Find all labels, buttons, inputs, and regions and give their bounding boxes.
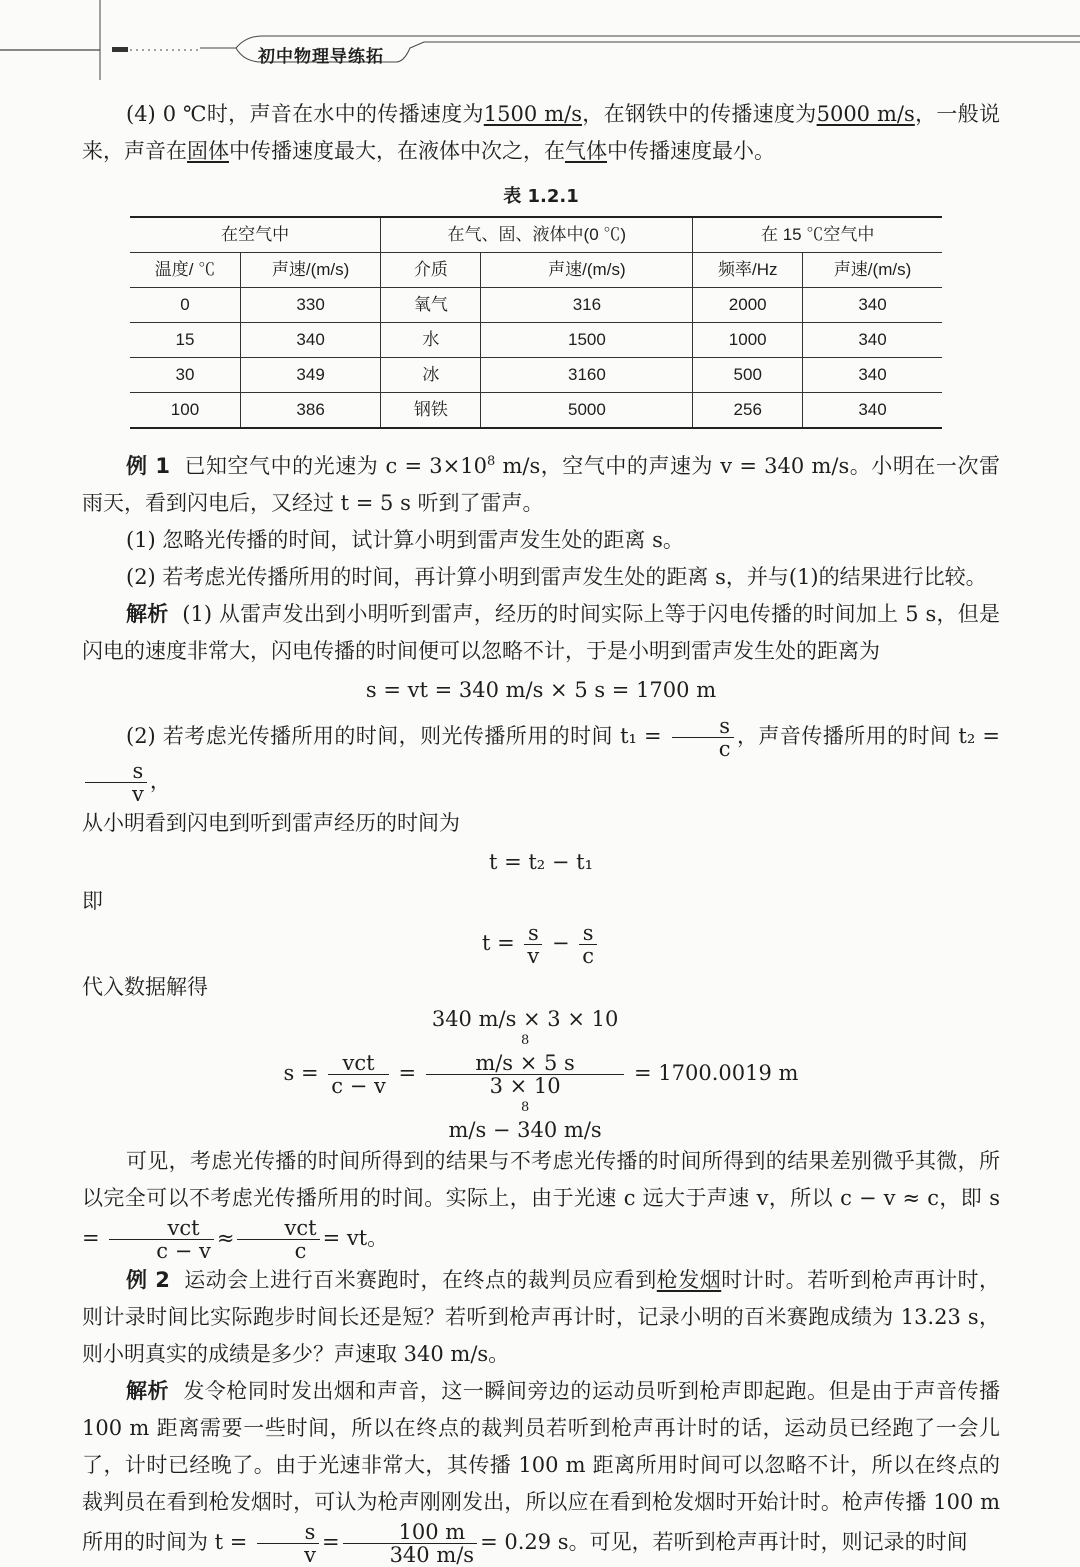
- approx-sign: ≈: [216, 1226, 235, 1250]
- example-1-q1: (1) 忽略光传播的时间，试计算小明到雷声发生处的距离 s。: [126, 528, 684, 552]
- equation-lhs: t =: [481, 931, 515, 955]
- conclusion-text: 可见，考虑光传播的时间所得到的结果与不考虑光传播的时间所得到的结果差别微乎其微，所以完全可以不考虑光传播所用的时间。实际上，由于光速 c 远大于声速 v，所以 c − v ≈ c，即 s =: [82, 1149, 1000, 1250]
- table-cell: 340: [803, 288, 942, 323]
- table-cell: 340: [803, 393, 942, 429]
- answer-solid: 固体: [187, 139, 229, 163]
- table-cell: 3160: [481, 358, 693, 393]
- denominator-text: m/s − 340 m/s: [448, 1118, 602, 1142]
- intro-text-a: (4) 0 ℃时，声音在水中的传播速度为: [126, 102, 484, 126]
- numerator: s: [257, 1521, 319, 1544]
- table-cell: 340: [803, 323, 942, 358]
- denominator: c − v: [156, 1239, 211, 1263]
- example-1-q2: (2) 若考虑光传播所用的时间，再计算小明到雷声发生处的距离 s，并与(1)的结果进行比较。: [126, 565, 987, 589]
- exponent: 8: [520, 1033, 530, 1048]
- table-row: [130, 288, 942, 323]
- table-cell: 500: [693, 358, 803, 393]
- denominator: v: [304, 1543, 316, 1567]
- example-2-stem: [82, 1262, 1000, 1373]
- fraction-100m-340: [343, 1521, 478, 1566]
- table-cell: 1000: [693, 323, 803, 358]
- page-header: [0, 0, 1080, 80]
- equation-lhs: s =: [283, 1061, 319, 1085]
- analysis-text: (1) 从雷声发出到小明听到雷声，经历的时间实际上等于闪电传播的时间加上 5 s，但是闪电的速度非常大，闪电传播的时间便可以忽略不计，于是小明到雷声发生处的距离为: [82, 602, 1000, 663]
- group-air-15: 在 15 ℃空气中: [693, 217, 942, 253]
- denominator: v: [527, 944, 540, 968]
- denominator: c: [294, 1239, 307, 1263]
- table-row: [130, 323, 942, 358]
- table-cell: 氧气: [381, 288, 481, 323]
- table-cell: 386: [240, 393, 380, 429]
- analysis-text: 发令枪同时发出烟和声音，这一瞬间旁边的运动员听到枪声即起跑。但是由于声音传播 100 m 距离需要一些时间，所以在终点的裁判员若听到枪声再计时的话，运动员已经跑了一会儿了，计时已经晚了。由于光速非常大，其传播 100 m 距离所用时间可以忽略不计，所以在终点的裁判员在看到枪发烟时，可认为枪声刚刚发出，所以应在看到枪发烟时开始计时。枪声传播 100 m 所用的时间为 t =: [82, 1379, 1000, 1554]
- example-2-analysis: 解析 发令枪同时发出烟和声音，这一瞬间旁边的运动员听到枪声即起跑。但是由于声音传播 100 m 距离需要一些时间，所以在终点的裁判员若听到枪声再计时的话，运动员已经跑了一会儿了，计时已经晚了。由于光速非常大，其传播 100 m 距离所用时间可以忽略不计，所以在终点的裁判员在看到枪发烟时，可认为枪声刚刚发出，所以应在看到枪发烟时开始计时。枪声传播 100 m 所用的时间为 t = $\frac{s}{v}$ = $\frac{100 m}{340 m/s}$ = 0.29 s。可见，若听到枪声再计时，则记录的时间: [82, 1379, 1000, 1567]
- denominator-text: 3 × 10: [489, 1074, 561, 1098]
- table-cell: 316: [481, 288, 693, 323]
- example-1-conclusion: [82, 1143, 1000, 1262]
- group-air: 在空气中: [130, 217, 381, 253]
- numerator: [426, 1008, 625, 1075]
- sound-speed-table: [130, 216, 942, 429]
- fraction-s-over-c: [672, 715, 734, 760]
- numerator: vct: [237, 1217, 319, 1240]
- intro-text-e: 中传播速度最小。: [607, 139, 775, 163]
- intro-paragraph: [82, 96, 1000, 170]
- equation-3: [82, 922, 1000, 967]
- example-1-text: m/s，空气中的声速为 v = 340 m/s。小明在一次雷雨天，看到闪电后，又经过 t = 5 s 听到了雷声。: [82, 454, 1000, 515]
- numerator: s: [579, 922, 597, 945]
- answer-gas: 气体: [565, 139, 607, 163]
- example-1-analysis: [82, 596, 1000, 670]
- exponent: 8: [520, 1100, 530, 1115]
- table-cell: 330: [240, 288, 380, 323]
- analysis-text: ，: [149, 769, 171, 793]
- denominator: 340 m/s: [389, 1543, 475, 1567]
- denominator: [426, 1075, 625, 1141]
- table-cell: 1500: [481, 323, 693, 358]
- table-caption: 表 1.2.1: [503, 186, 579, 207]
- analysis-label: 解析: [126, 602, 169, 626]
- table-cell: 0: [130, 288, 240, 323]
- table-cell: 256: [693, 393, 803, 429]
- denominator: c − v: [331, 1074, 386, 1098]
- example-1-part2-next: 从小明看到闪电到听到雷声经历的时间为: [82, 811, 460, 835]
- table-cell: 15: [130, 323, 240, 358]
- table-row: [130, 358, 942, 393]
- fraction-vct: [328, 1052, 389, 1097]
- table-cell: 100: [130, 393, 240, 429]
- table-cell: 冰: [381, 358, 481, 393]
- intro-text-b: ，在钢铁中的传播速度为: [581, 102, 817, 126]
- analysis-label: 解析: [126, 1379, 170, 1403]
- equation-2: t = t₂ − t₁: [488, 850, 594, 874]
- table-cell: 349: [240, 358, 380, 393]
- numerator: 100 m: [343, 1521, 478, 1544]
- table-cell: 340: [803, 358, 942, 393]
- numerator: s: [85, 760, 147, 783]
- analysis-text: = 0.29 s。可见，若听到枪声再计时，则记录的时间: [480, 1530, 968, 1554]
- denominator: c: [718, 737, 731, 761]
- group-media: 在气、固、液体中(0 ℃): [381, 217, 693, 253]
- table-header-row: [130, 253, 942, 288]
- fraction-vct-c-v: [109, 1217, 214, 1262]
- table-cell: 30: [130, 358, 240, 393]
- example-2-text: 运动会上进行百米赛跑时，在终点的裁判员应看到: [184, 1268, 657, 1292]
- example-1-part2: [82, 715, 1000, 805]
- col-header: 声速/(m/s): [481, 253, 693, 288]
- analysis-text: ，声音传播所用的时间 t₂ =: [736, 724, 1000, 748]
- header-decoration: [0, 0, 1080, 80]
- table-row: [130, 393, 942, 429]
- numerator: s: [524, 922, 542, 945]
- intro-text-c: ，一般说来，声音在: [82, 102, 1000, 163]
- equation-1: s = vt = 340 m/s × 5 s = 1700 m: [365, 678, 717, 702]
- example-2-text: 时计时。若听到枪声再计时，则计录时间比实际跑步时间长还是短？若听到枪声再计时，记录小明的百米赛跑成绩为 13.23 s，则小明真实的成绩是多少？声速取 340 m/s。: [82, 1268, 1001, 1366]
- table-cell: 2000: [693, 288, 803, 323]
- fraction-s-over-v: [85, 760, 147, 805]
- col-header: 声速/(m/s): [240, 253, 380, 288]
- table-group-row: [130, 217, 942, 253]
- example-2-label: 例 2: [126, 1268, 170, 1292]
- minus-sign: −: [551, 931, 570, 955]
- numerator: vct: [109, 1217, 214, 1240]
- col-header: 温度/ ℃: [130, 253, 240, 288]
- denominator: c: [582, 944, 595, 968]
- ji-label: 即: [82, 889, 103, 913]
- conclusion-text: = vt。: [322, 1226, 389, 1250]
- col-header: 介质: [381, 253, 481, 288]
- substitute-label: 代入数据解得: [82, 975, 208, 999]
- fraction-s-over-c: [579, 922, 597, 967]
- example-1-text: 已知空气中的光速为 c = 3×10: [184, 454, 487, 478]
- fraction-s-over-v: [257, 1521, 319, 1566]
- col-header: 频率/Hz: [693, 253, 803, 288]
- numerator: s: [672, 715, 734, 738]
- denominator: v: [132, 782, 144, 806]
- table-cell: 340: [240, 323, 380, 358]
- numerator: vct: [328, 1052, 389, 1075]
- col-header: 声速/(m/s): [803, 253, 942, 288]
- intro-text-d: 中传播速度最大，在液体中次之，在: [229, 139, 565, 163]
- page-content: [82, 96, 1000, 1566]
- table-cell: 水: [381, 323, 481, 358]
- answer-smoke: 枪发烟: [656, 1268, 722, 1292]
- equation-result: = 1700.0019 m: [634, 1061, 799, 1085]
- table-cell: 钢铁: [381, 393, 481, 429]
- header-title: 初中物理导练拓: [258, 47, 384, 67]
- fraction-s-over-v: [524, 922, 542, 967]
- analysis-text: (2) 若考虑光传播所用的时间，则光传播所用的时间 t₁ =: [126, 724, 662, 748]
- example-1-label: 例 1: [126, 454, 170, 478]
- exponent: 8: [486, 454, 496, 469]
- numerator-text: 340 m/s × 3 × 10: [431, 1007, 619, 1031]
- equation-4: s = $\frac{\text{vct}}{c - v}$ = 340 m/s × 3 × 10 8 m/s × 5 s 3 × 10 8 m/s − 340 m/s = 1700.0019 m: [283, 1007, 799, 1142]
- example-1-stem: [82, 443, 1000, 522]
- table-cell: 5000: [481, 393, 693, 429]
- fraction-vct-c: [237, 1217, 319, 1262]
- fraction-numeric: [426, 1008, 625, 1141]
- numerator-text: m/s × 5 s: [475, 1051, 575, 1075]
- water-speed: 1500 m/s: [483, 102, 582, 126]
- steel-speed: 5000 m/s: [816, 102, 915, 126]
